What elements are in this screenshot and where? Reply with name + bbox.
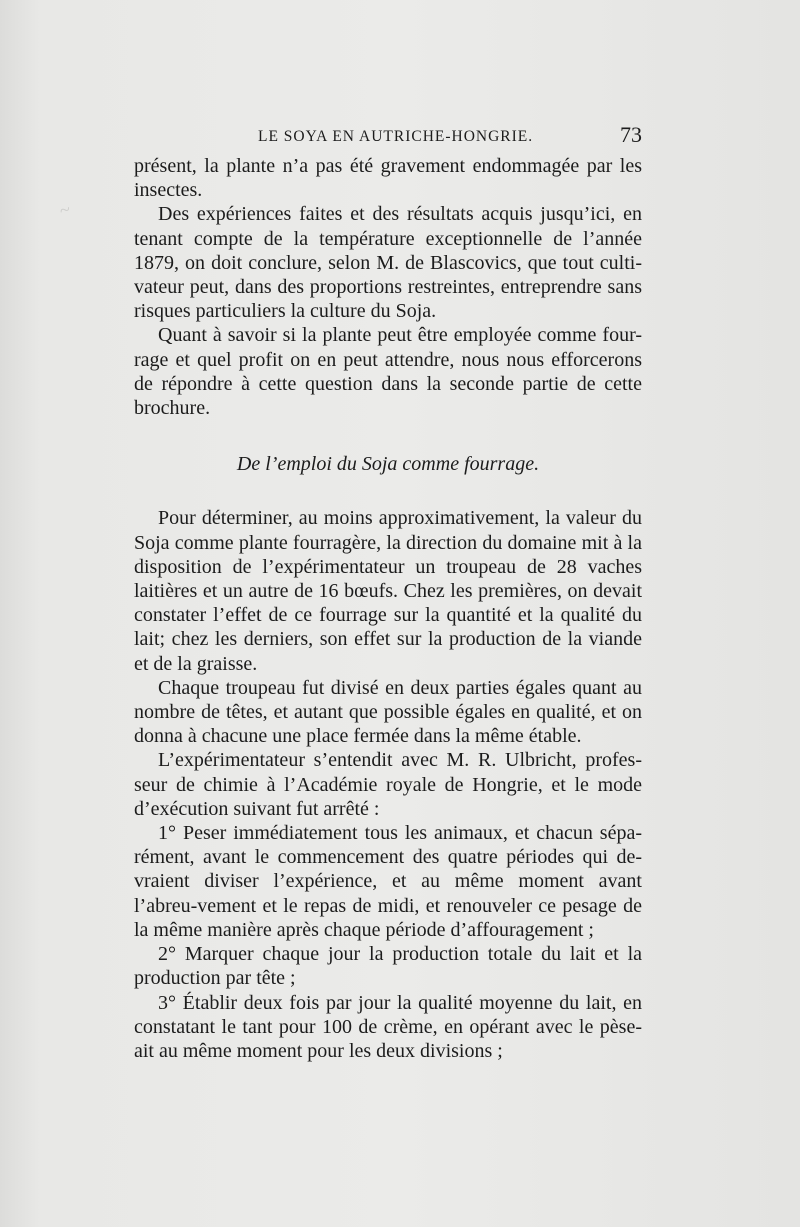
paragraph: Quant à savoir si la plante peut être employée comme four-rage et quel profit on en peut attendre, nous nous efforcerons de répondre à cette question dans la seconde partie de cette brochure. <box>134 324 642 420</box>
page-body <box>134 154 642 1063</box>
paragraph: présent, la plante n’a pas été gravement endommagée par les insectes. <box>134 155 642 202</box>
list-item-paragraph: 1° Peser immédiatement tous les animaux, et chacun sépa-rément, avant le commencement des quatre périodes qui de-vraient diviser l’expérience, et au même moment avant l’abreu-vement et le repas de midi, et renouveler ce pesage de la même manière après chaque période d’affouragement ; <box>134 822 642 941</box>
paragraph: Chaque troupeau fut divisé en deux parties égales quant au nombre de têtes, et autant que possible égales en qualité, et on donna à chacune une place fermée dans la même étable. <box>134 676 642 748</box>
paragraph: L’expérimentateur s’entendit avec M. R. Ulbricht, profes-seur de chimie à l’Académie royale de Hongrie, et le mode d’exécution suivant fut arrêté : <box>134 749 642 820</box>
list-item-paragraph: 3° Établir deux fois par jour la qualité moyenne du lait, en constatant le tant pour 100 de crème, en opérant avec le pèse-ait au même moment pour les deux divisions ; <box>134 991 642 1062</box>
paragraph: Pour déterminer, au moins approximativement, la valeur du Soja comme plante fourragère, la direction du domaine mit à la disposition de l’expérimentateur un troupeau de 28 vaches laitières et un autre de 16 bœufs. Chez les premières, on devait constater l’effet de ce fourrage sur la quantité et la qualité du lait; chez les derniers, son effet sur la production de la viande et de la graisse. <box>134 507 642 675</box>
page-number: 73 <box>620 122 642 147</box>
page-header <box>134 122 642 152</box>
paragraph: Des expériences faites et des résultats acquis jusqu’ici, en tenant compte de la température exceptionnelle de l’année 1879, on doit conclure, selon M. de Blascovics, que tout culti-vateur peut, dans des proportions restreintes, entreprendre sans risques particuliers la culture du Soja. <box>134 203 642 323</box>
list-item-paragraph: 2° Marquer chaque jour la production totale du lait et la production par tête ; <box>134 943 642 990</box>
section-heading: De l’emploi du Soja comme fourrage. <box>236 453 540 476</box>
bleed-through-mark: ~ <box>57 199 73 222</box>
running-title: LE SOYA EN AUTRICHE-HONGRIE. <box>258 128 534 145</box>
